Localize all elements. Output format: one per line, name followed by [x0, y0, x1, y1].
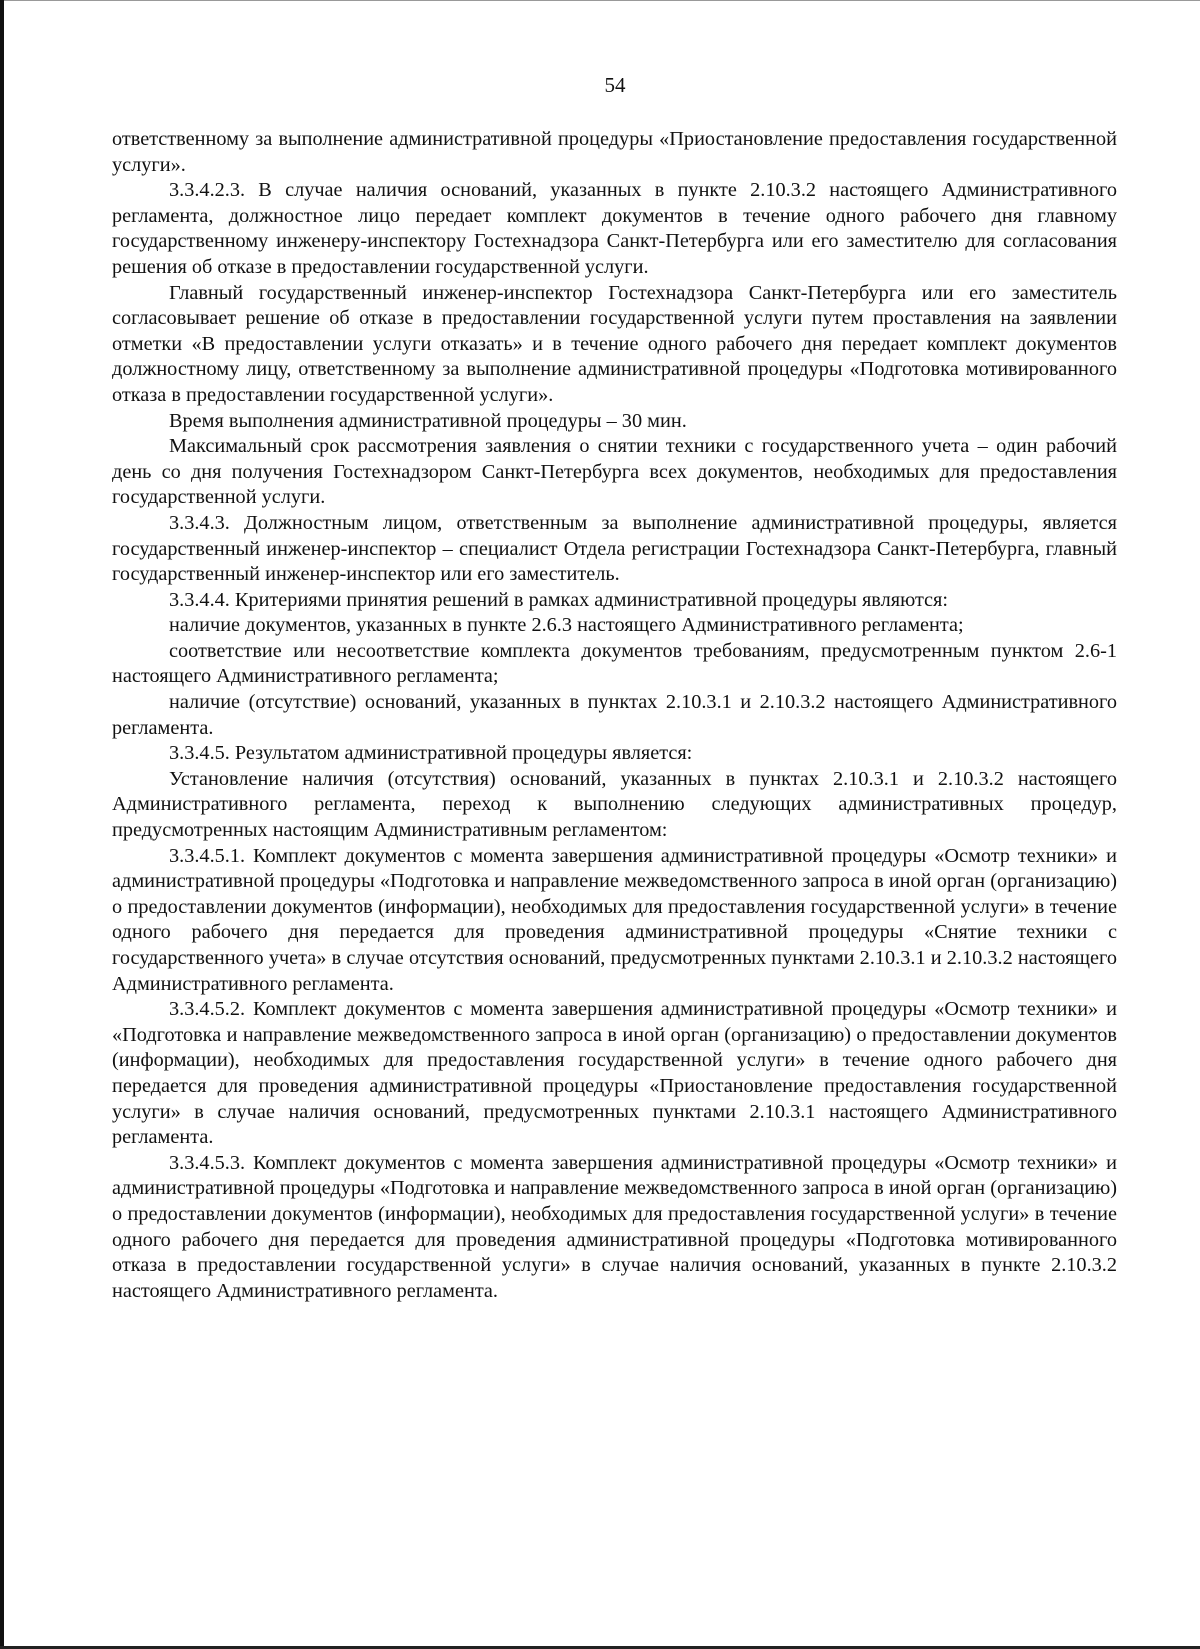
page-number: 54: [604, 73, 626, 97]
paragraph-3-3-4-4: 3.3.4.4. Критериями принятия решений в рамках административной процедуры являются:: [169, 588, 949, 611]
paragraph-result-establishment: Установление наличия (отсутствия) оснований, указанных в пунктах 2.10.3.1 и 2.10.3.2 настоящего Административного регламента, переход к выполнению следующих административных процедур, предусмотренных настоящим Административным регламентом:: [112, 767, 1117, 842]
paragraph-chief-inspector-approval: Главный государственный инженер-инспектор Гостехнадзора Санкт-Петербурга или его заместитель согласовывает решение об отказе в предоставлении государственной услуги путем проставления на заявлении отметки «В предоставлении услуги отказать» и в течение одного рабочего дня передает комплект документов должностному лицу, ответственному за выполнение административной процедуры «Подготовка мотивированного отказа в предоставлении государственной услуги».: [112, 281, 1117, 406]
paragraph-criterion-documents: наличие документов, указанных в пункте 2.6.3 настоящего Административного регламента;: [169, 614, 964, 637]
paragraph-3-3-4-5-1: 3.3.4.5.1. Комплект документов с момента завершения административной процедуры «Осмотр техники» и административной процедуры «Подготовка и направление межведомственного запроса в иной орган (организацию) о предоставлении документов (информации), необходимых для предоставления государственной услуги» в течение одного рабочего дня передается для проведения административной процедуры «Снятие техники с государственного учета» в случае отсутствия оснований, предусмотренных пунктами 2.10.3.1 и 2.10.3.2 настоящего Административного регламента.: [112, 844, 1117, 995]
paragraph-continuation: ответственному за выполнение административной процедуры «Приостановление предоставления государственной услуги».: [112, 128, 1117, 176]
paragraph-3-3-4-3: 3.3.4.3. Должностным лицом, ответственным за выполнение административной процедуры, является государственный инженер-инспектор – специалист Отдела регистрации Гостехнадзора Санкт-Петербурга, главный государственный инженер-инспектор или его заместитель.: [112, 511, 1117, 586]
paragraph-3-3-4-2-3: 3.3.4.2.3. В случае наличия оснований, указанных в пункте 2.10.3.2 настоящего Административного регламента, должностное лицо передает комплект документов в течение одного рабочего дня главному государственному инженеру-инспектору Гостехнадзора Санкт-Петербурга или его заместителю для согласования решения об отказе в предоставлении государственной услуги.: [112, 179, 1117, 278]
paragraph-3-3-4-5-3: 3.3.4.5.3. Комплект документов с момента завершения административной процедуры «Осмотр техники» и административной процедуры «Подготовка и направление межведомственного запроса в иной орган (организацию) о предоставлении документов (информации), необходимых для предоставления государственной услуги» в течение одного рабочего дня передается для проведения административной процедуры «Подготовка мотивированного отказа в предоставлении государственной услуги» в случае наличия оснований, указанных в пункте 2.10.3.2 настоящего Административного регламента.: [112, 1151, 1117, 1302]
paragraph-3-3-4-5-2: 3.3.4.5.2. Комплект документов с момента завершения административной процедуры «Осмотр техники» и «Подготовка и направление межведомственного запроса в иной орган (организацию) о предоставлении документов (информации), необходимых для предоставления государственной услуги» в течение одного рабочего дня передается для проведения административной процедуры «Приостановление предоставления государственной услуги» в случае наличия оснований, предусмотренных пунктами 2.10.3.1 настоящего Административного регламента.: [112, 998, 1117, 1149]
scan-left-edge: [0, 0, 4, 1649]
paragraph-3-3-4-5: 3.3.4.5. Результатом административной процедуры является:: [169, 742, 693, 765]
paragraph-execution-time: Время выполнения административной процедуры – 30 мин.: [169, 409, 687, 432]
paragraph-criterion-compliance: соответствие или несоответствие комплекта документов требованиям, предусмотренным пунктом 2.6-1 настоящего Административного регламента;: [112, 639, 1117, 688]
paragraph-criterion-grounds: наличие (отсутствие) оснований, указанных в пунктах 2.10.3.1 и 2.10.3.2 настоящего Административного регламента.: [112, 691, 1117, 739]
document-body: [112, 127, 1117, 1304]
scan-top-edge: [0, 0, 1200, 1]
paragraph-max-review-period: Максимальный срок рассмотрения заявления о снятии техники с государственного учета – один рабочий день со дня получения Гостехнадзором Санкт-Петербурга всех документов, необходимых для предоставления государственной услуги.: [112, 435, 1117, 509]
